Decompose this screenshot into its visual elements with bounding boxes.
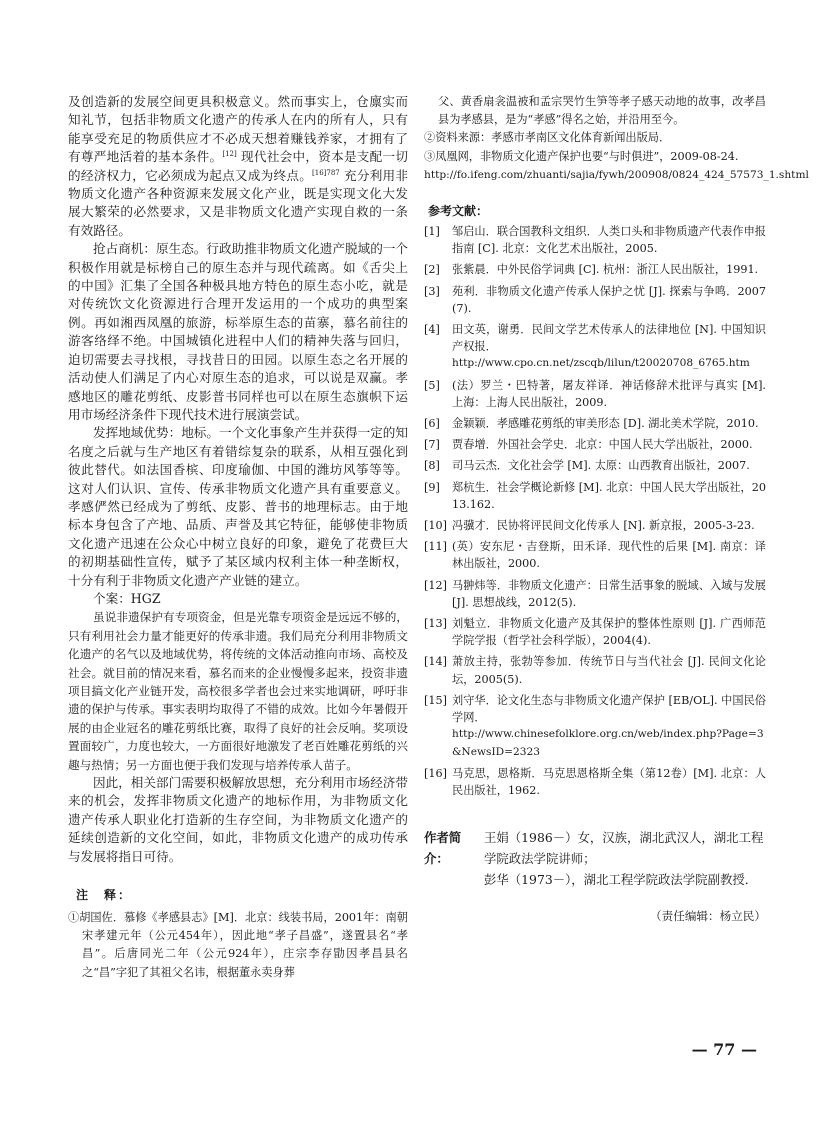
citation-16: [16]787 [312,168,340,177]
note-1: ①胡国佐．慕修《孝感县志》[M]．北京：线装书局，2001年：南朝宋孝建元年（公元454年），因此地“孝子昌盛”，遂置县名“孝昌”。后唐同光二年（公元924年），庄宗李存勖因孝昌县名之“昌”字犯了其祖父名讳，根据董永卖身葬 [68,911,408,979]
reference-item: [7] 贾春增．外国社会学史．北京：中国人民大学出版社，2000. [424,438,753,452]
citation-12: [12] [222,150,237,159]
reference-item: [1] 邹启山．联合国教科文组织．人类口头和非物质遗产代表作申报指南 [C]. 北京：文化艺术出版社，2005. [424,225,766,256]
case-quote: 虽说非遗保护有专项资金，但是光靠专项资金是远远不够的，只有利用社会力量才能更好的传承非遗。我们局充分利用非物质文化遗产的名气以及地域优势，将传统的文体活动推向市场、高校及社会。就目前的情况来看，慕名而来的企业慢慢多起来，投资非遗项目搞文化产业链开发，高校很多学者也会过来实地调研，呼吁非遗的保护与传承。事实表明均取得了不错的成效。比如今年暑假开展的由企业冠名的雕花剪纸比赛，取得了良好的社会反响。奖项设置面较广，力度也较大，一方面很好地激发了老百姓雕花剪纸的兴趣与热情；另一方面也便于我们发现与培养传承人苗子。 [68,610,408,772]
note-1-continued: 父、黄香扇衾温被和孟宗哭竹生笋等孝子感天动地的故事，改孝昌县为孝感县，是为“孝感”得名之始，并沿用至今。 [438,95,766,127]
note-3: ③凤凰网，非物质文化遗产保护也要“与时俱进”，2009-08-24. http://fo.ifeng.com/zhuanti/sajia/fywh/200908/0824_424_57573_1.shtml [424,148,766,184]
reference-item: [10] 冯骥才．民协将评民间文化传承人 [N]. 新京报，2005-3-23. [424,519,755,533]
right-column [424,93,809,924]
notes-heading: 注 释： [76,888,133,903]
author-label: 作者简介： [424,830,462,867]
paragraph-original-ecology: 抢占商机：原生态。行政助推非物质文化遗产脱域的一个积极作用就是标榜自己的原生态并与现代疏离。如《舌尖上的中国》汇集了全国各种极具地方特色的原生态小吃，就是对传统饮文化资源进行合理开发运用的一个成功的典型案例。再如湘西凤凰的旅游，标举原生态的苗寨，慕名前往的游客络绎不绝。中国城镇化进程中人们的精神失落与回归，迫切需要去寻找根，寻找昔日的田园。以原生态之名开展的活动使人们满足了内心对原生态的追求，可以说是双赢。孝感地区的雕花剪纸、皮影普书同样也可以在原生态旗帜下运用市场经济条件下现代技术进行展演尝试。 [68,241,408,422]
note-2: ②资料来源：孝感市孝南区文化体育新闻出版局． [424,131,671,145]
reference-item: [11] (英）安东尼・吉登斯，田禾译．现代性的后果 [M]. 南京：译林出版社，2000. [424,540,766,571]
note-3-url[interactable]: http://fo.ifeng.com/zhuanti/sajia/fywh/200908/0824_424_57573_1.shtml [424,168,809,181]
author-bio [424,827,766,890]
reference-url[interactable]: http://www.cpo.cn.net/zscqb/lilun/t20020708_6765.htm [452,357,750,370]
reference-item: [3] 苑利．非物质文化遗产传承人保护之忧 [J]. 探索与争鸣．2007(7). [424,284,766,315]
paragraph-conclusion: 因此，相关部门需要积极解放思想，充分利用市场经济带来的机会，发挥非物质文化遗产的地标作用，为非物质文化遗产传承人职业化打造新的生存空间，为非物质文化遗产的延续创造新的文化空间，如此，非物质文化遗产的成功传承与发展将指日可待。 [68,775,408,864]
case-label: 个案：HGZ [93,590,161,606]
responsible-editor: （责任编辑：杨立民） [650,909,766,924]
author-2: 彭华（1973－），湖北工程学院政法学院副教授． [484,872,758,888]
author-1: 王娟（1986－）女，汉族，湖北武汉人，湖北工程学院政法学院讲师； [484,830,764,867]
page-number: — 77 — [691,1040,757,1059]
references-list [424,223,766,799]
reference-item: [6] 金颖颖．孝感雕花剪纸的审美形态 [D]. 湖北美术学院，2010. [424,417,759,431]
reference-item: [15] 刘守华．论文化生态与非物质文化遗产保护 [EB/OL]. 中国民俗学网． http://www.chinesefolklore.org.cn/web/index.php?Page=3&NewsID=2323 [424,692,766,761]
paragraph-landmark: 发挥地域优势：地标。一个文化事象产生并获得一定的知名度之后就与生产地区有着错综复杂的联系，从相互强化到彼此替代。如法国香槟、印度瑜伽、中国的潍坊风筝等等。这对人们认识、宣传、传承非物质文化遗产具有重要意义。孝感俨然已经成为了剪纸、皮影、普书的地理标志。由于地标本身包含了产地、品质、声誉及其它特征，能够使非物质文化遗产迅速在公众心中树立良好的印象，避免了花费巨大的初期基础性宣传，赋予了某区域内权利主体一种垄断权，十分有利于非物质文化遗产产业链的建立。 [68,425,408,588]
reference-item: [2] 张紫晨．中外民俗学词典 [C]. 杭州：浙江人民出版社，1991. [424,263,759,277]
left-column [68,93,408,982]
references-heading: 参考文献： [428,204,489,219]
reference-url[interactable]: http://www.chinesefolklore.org.cn/web/index.php?Page=3&NewsID=2323 [452,728,764,758]
reference-item: [4] 田文英，谢勇．民间文学艺术传承人的法律地位 [N]. 中国知识产权报． http://www.cpo.cn.net/zscqb/lilun/t20020708_6765.htm [424,321,766,373]
reference-item: [8] 司马云杰．文化社会学 [M]. 太原：山西教育出版社，2007. [424,459,750,473]
reference-item: [9] 郑杭生．社会学概论新修 [M]. 北京：中国人民大学出版社，2013.162. [424,480,766,511]
reference-item: [5] (法）罗兰・巴特著，屠友祥译．神话修辞术批评与真实 [M]. 上海：上海人民出版社，2009. [424,378,766,409]
reference-item: [13] 刘魁立．非物质文化遗产及其保护的整体性原则 [J]. 广西师范学院学报（哲学社会科学版），2004(4). [424,617,766,648]
reference-item: [14] 萧放主持，张勃等参加．传统节日与当代社会 [J]. 民间文化论坛，2005(5). [424,655,766,686]
reference-item: [12] 马翀炜等．非物质文化遗产：日常生活事象的脱域、入域与发展 [J]. 思想战线，2012(5). [424,578,766,609]
paragraph-intro: 及创造新的发展空间更具积极意义。然而事实上，仓廪实而知礼节，包括非物质文化遗产的传承人在内的所有人，只有能享受充足的物质供应才不必成天想着赚钱养家，才拥有了有尊严地活着的基本条件。[12] 现代社会中，资本是支配一切的经济权力，它必须成为起点又成为终点。$^{[16]787}$ 充分利用非物质文化遗产各种资源来发展文化产业，既是实现文化大发展大繁荣的必然要求，又是非物质文化遗产实现自救的一条有效路径。 [68,94,408,238]
reference-item: [16] 马克思，恩格斯．马克思恩格斯全集（第12卷）[M]. 北京：人民出版社，1962. [424,766,766,797]
